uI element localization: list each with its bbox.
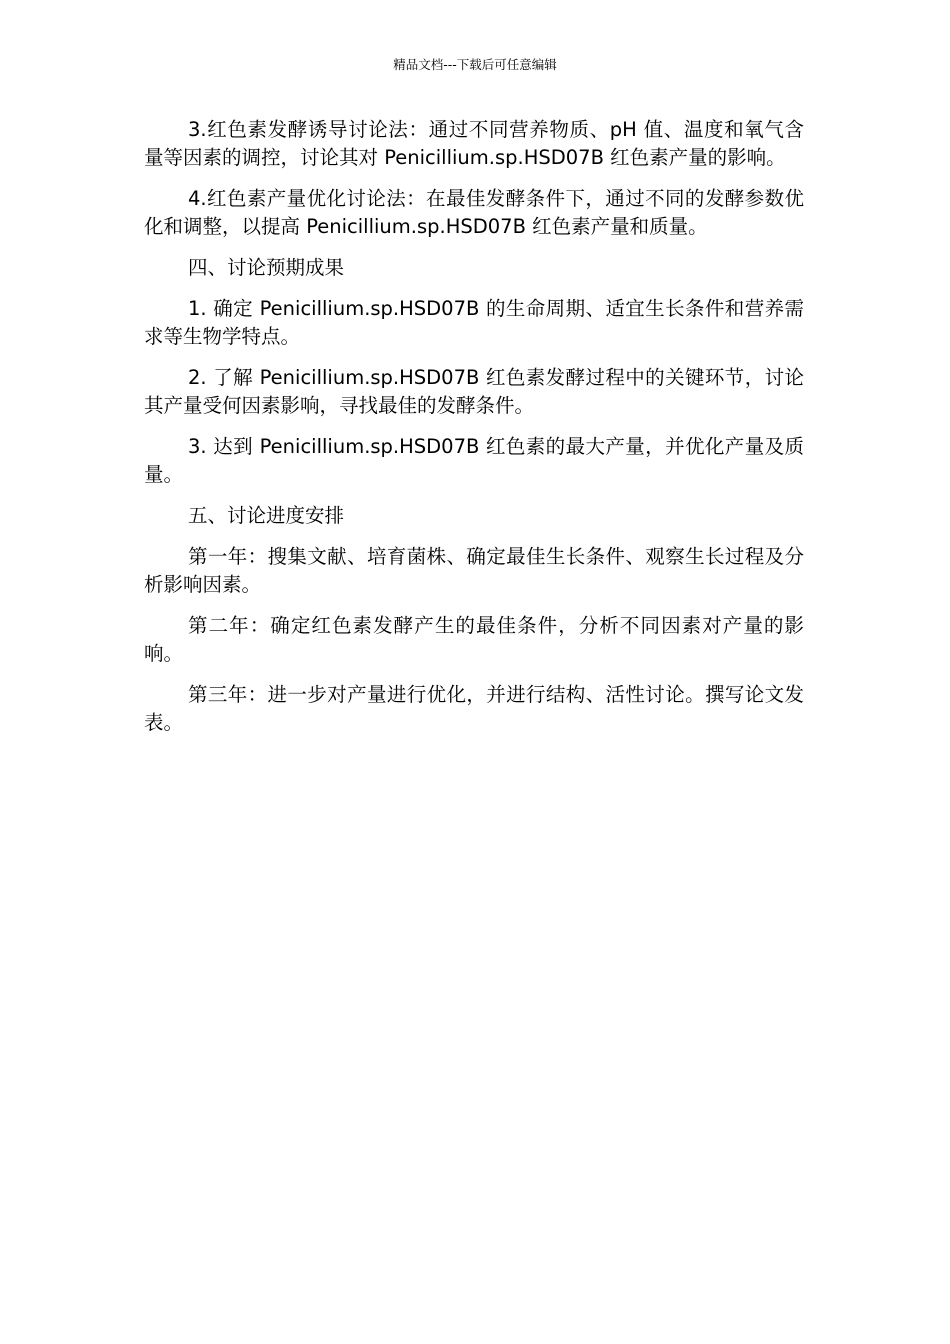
paragraph-result-2: 2. 了解 Penicillium.sp.HSD07B 红色素发酵过程中的关键环节，讨论其产量受何因素影响，寻找最佳的发酵条件。 xyxy=(144,366,804,417)
section-heading-schedule: 五、讨论进度安排 xyxy=(188,504,345,527)
document-body xyxy=(144,116,804,750)
paragraph-result-3: 3. 达到 Penicillium.sp.HSD07B 红色素的最大产量，并优化产量及质量。 xyxy=(144,435,804,486)
paragraph-method-3: 3.红色素发酵诱导讨论法：通过不同营养物质、pH 值、温度和氧气含量等因素的调控，讨论其对 Penicillium.sp.HSD07B 红色素产量的影响。 xyxy=(144,118,804,169)
page-header: 精品文档---下载后可任意编辑 xyxy=(393,57,557,72)
paragraph-schedule-year-2: 第二年：确定红色素发酵产生的最佳条件，分析不同因素对产量的影响。 xyxy=(144,614,804,665)
section-heading-expected-results: 四、讨论预期成果 xyxy=(188,256,345,279)
paragraph-result-1: 1. 确定 Penicillium.sp.HSD07B 的生命周期、适宜生长条件和营养需求等生物学特点。 xyxy=(144,297,804,348)
paragraph-schedule-year-3: 第三年：进一步对产量进行优化，并进行结构、活性讨论。撰写论文发表。 xyxy=(144,683,804,734)
paragraph-method-4: 4.红色素产量优化讨论法：在最佳发酵条件下，通过不同的发酵参数优化和调整，以提高 Penicillium.sp.HSD07B 红色素产量和质量。 xyxy=(144,187,804,238)
paragraph-schedule-year-1: 第一年：搜集文献、培育菌株、确定最佳生长条件、观察生长过程及分析影响因素。 xyxy=(144,545,804,596)
